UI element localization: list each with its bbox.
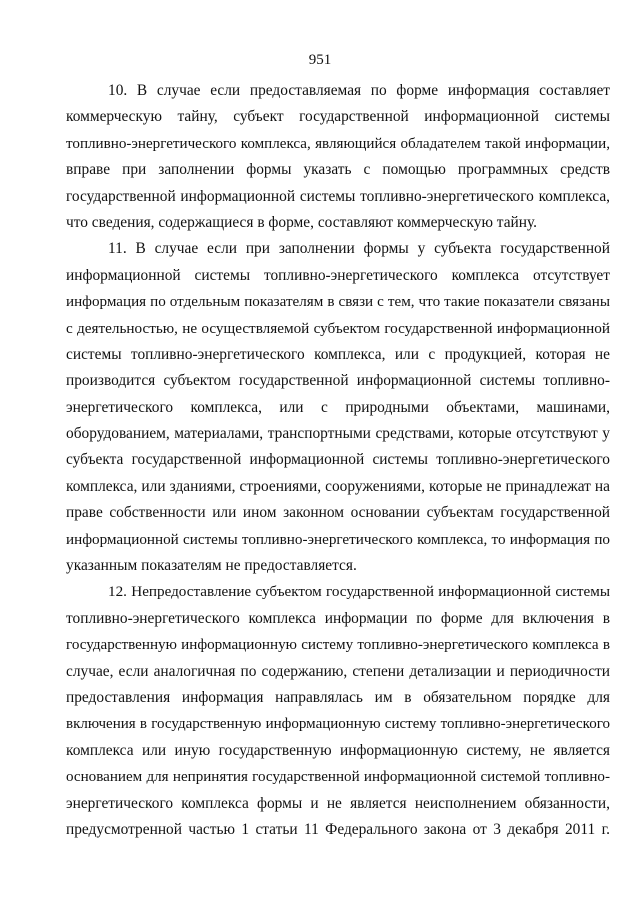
text-line: с деятельностью, не осуществляемой субъектом государственной информационной	[66, 319, 610, 337]
text-line: энергетического комплекса, или с природными объектами, машинами,	[66, 398, 610, 416]
text-line: 12. Непредоставление субъектом государственной информационной системы	[108, 583, 610, 601]
text-line: что сведения, содержащиеся в форме, составляют коммерческую тайну.	[66, 213, 538, 231]
document-body	[66, 78, 610, 843]
text-line: основанием для непринятия государственной информационной системой топливно-	[66, 769, 610, 786]
text-line: указанным показателям не предоставляется.	[66, 557, 357, 575]
text-line: комплекса, или зданиями, строениями, сооружениями, которые не принадлежат на	[66, 477, 610, 495]
text-line: случае, если аналогичная по содержанию, степени детализации и периодичности	[66, 662, 610, 680]
text-line: системы топливно-энергетического комплекса, или с продукцией, которая не	[66, 345, 610, 363]
text-line: вправе при заполнении формы указать с помощью программных средств	[66, 161, 610, 179]
text-line: включения в государственную информационную систему топливно-энергетического	[66, 716, 610, 733]
text-line: оборудованием, материалами, транспортными средствами, которые отсутствуют у	[66, 425, 610, 443]
text-line: предоставления информация направлялась им в обязательном порядке для	[66, 688, 610, 706]
text-line: 11. В случае если при заполнении формы у субъекта государственной	[108, 240, 610, 258]
paragraph-11	[66, 236, 610, 579]
text-line: комплекса или иную государственную информационную систему, не является	[66, 741, 610, 759]
text-line: информация по отдельным показателям в связи с тем, что такие показатели связаны	[66, 294, 610, 311]
text-line: информационной системы топливно-энергетического комплекса, то информация по	[66, 530, 610, 548]
text-line: производится субъектом государственной информационной системы топливно-	[66, 372, 610, 390]
paragraph-10	[66, 78, 610, 236]
paragraph-12	[66, 579, 610, 843]
text-line: 10. В случае если предоставляемая по форме информация составляет	[108, 82, 610, 99]
text-line: праве собственности или ином законном основании субъектам государственной	[66, 504, 610, 522]
text-line: коммерческую тайну, субъект государственной информационной системы	[66, 108, 610, 126]
text-line: энергетического комплекса формы и не является неисполнением обязанности,	[66, 794, 610, 812]
text-line: информационной системы топливно-энергетического комплекса отсутствует	[66, 266, 610, 284]
text-line: топливно-энергетического комплекса, являющийся обладателем такой информации,	[66, 135, 610, 152]
text-line: топливно-энергетического комплекса информации по форме для включения в	[66, 609, 610, 627]
page-number: 951	[308, 52, 332, 68]
text-line: государственную информационную систему топливно-энергетического комплекса в	[66, 637, 610, 654]
text-line: субъекта государственной информационной системы топливно-энергетического	[66, 451, 610, 469]
text-line: предусмотренной частью 1 статьи 11 Федерального закона от 3 декабря 2011 г.	[66, 820, 610, 838]
text-line: государственной информационной системы топливно-энергетического комплекса,	[66, 187, 610, 205]
